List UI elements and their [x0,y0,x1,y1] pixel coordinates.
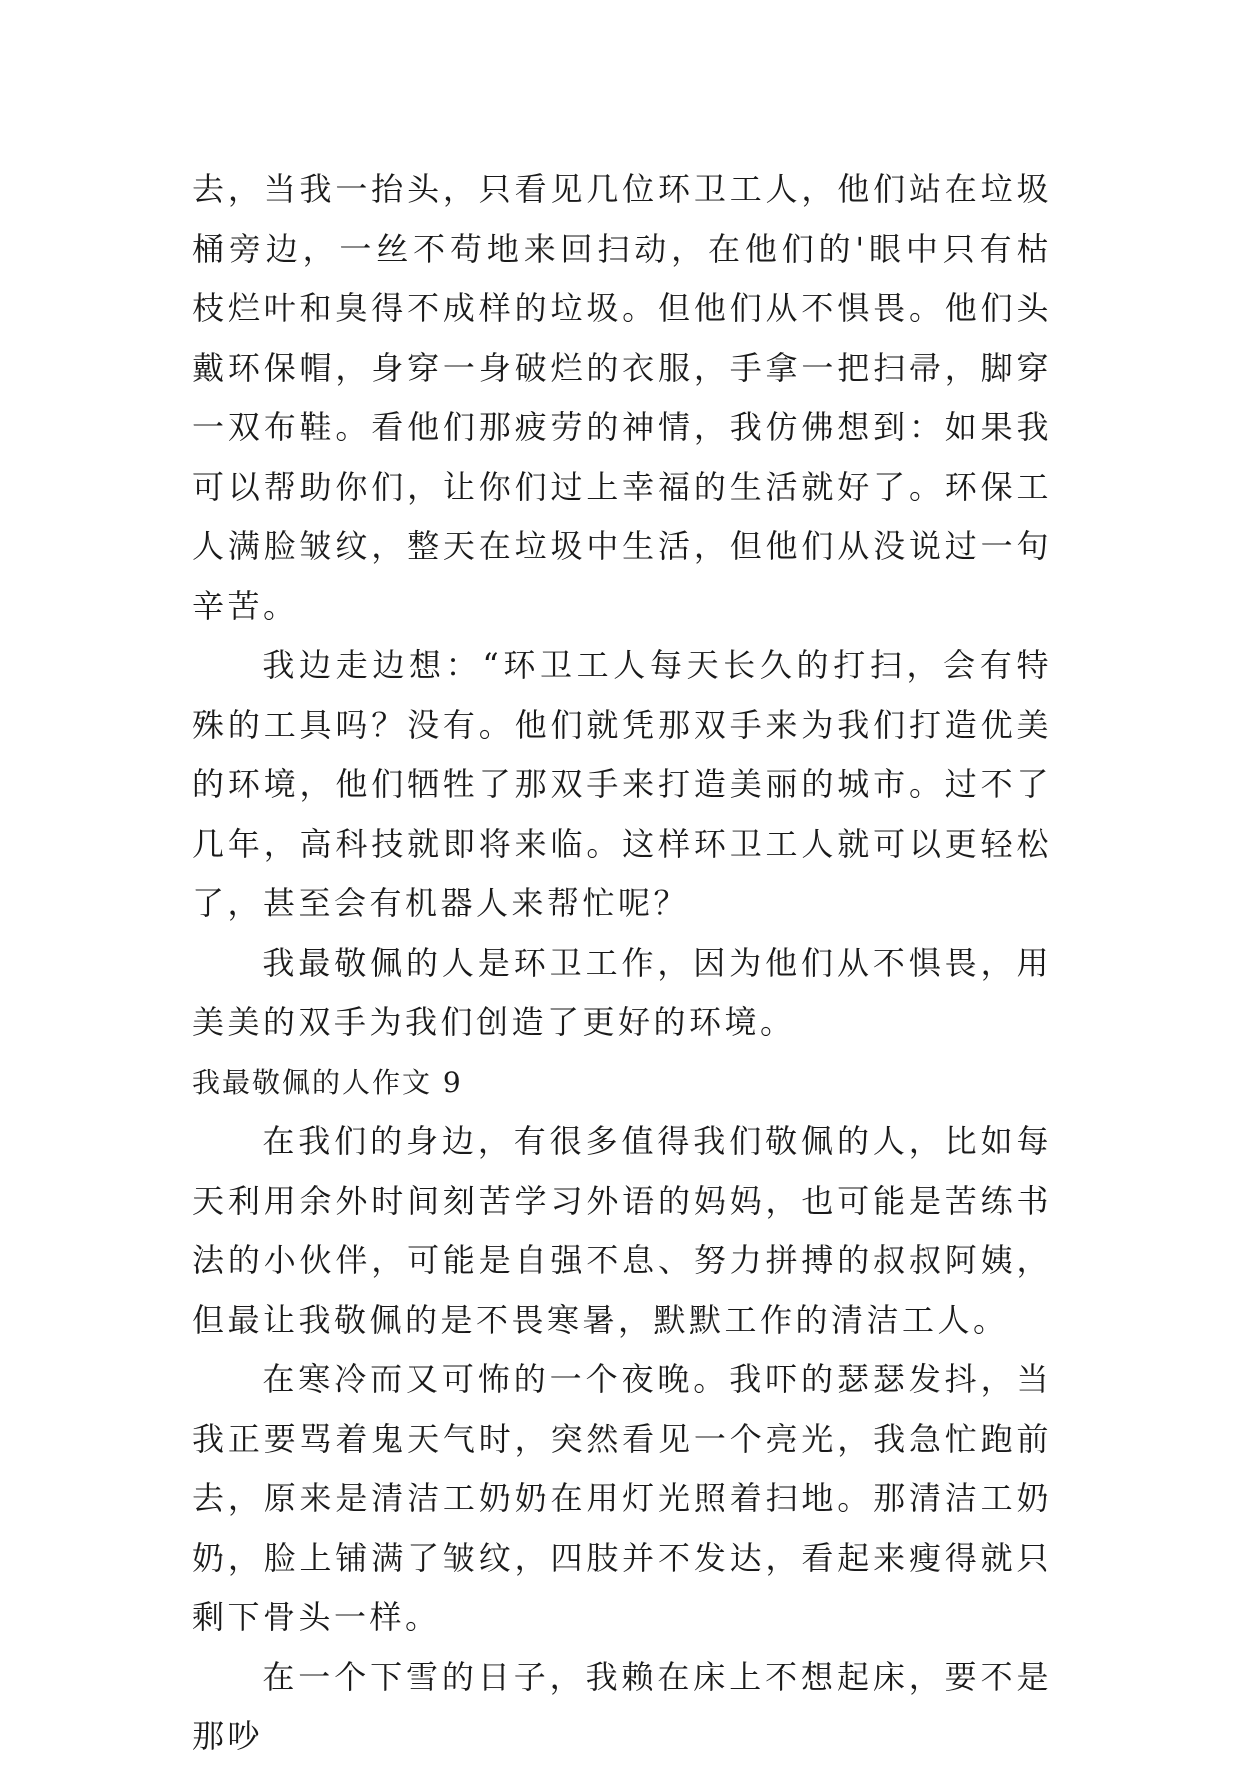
paragraph: 在寒冷而又可怖的一个夜晚。我吓的瑟瑟发抖，当我正要骂着鬼天气时，突然看见一个亮光，我急忙跑前去，原来是清洁工奶奶在用灯光照着扫地。那清洁工奶奶，脸上铺满了皱纹，四肢并不发达，看起来瘦得就只剩下骨头一样。 [192,1360,1052,1636]
paragraph-truncated: 在一个下雪的日子，我赖在床上不想起床，要不是那吵 [192,1657,1052,1755]
paragraph: 我边走边想：“环卫工人每天长久的打扫，会有特殊的工具吗？没有。他们就凭那双手来为我们打造优美的环境，他们牺牲了那双手来打造美丽的城市。过不了几年，高科技就即将来临。这样环卫工人就可以更轻松了，甚至会有机器人来帮忙呢？ [192,646,1052,922]
paragraph: 在我们的身边，有很多值得我们敬佩的人，比如每天利用余外时间刻苦学习外语的妈妈，也可能是苦练书法的小伙伴，可能是自强不息、努力拼搏的叔叔阿姨，但最让我敬佩的是不畏寒暑，默默工作的清洁工人。 [192,1122,1052,1339]
paragraph: 我最敬佩的人是环卫工作，因为他们从不惧畏，用美美的双手为我们创造了更好的环境。 [192,943,1052,1041]
document-body [192,160,1052,1767]
section-title: 我最敬佩的人作文 9 [192,1065,463,1099]
paragraph-continued: 去，当我一抬头，只看见几位环卫工人，他们站在垃圾桶旁边，一丝不苟地来回扫动，在他们的'眼中只有枯枝烂叶和臭得不成样的垃圾。但他们从不惧畏。他们头戴环保帽，身穿一身破烂的衣服，手拿一把扫帚，脚穿一双布鞋。看他们那疲劳的神情，我仿佛想到：如果我可以帮助你们，让你们过上幸福的生活就好了。环保工人满脸皱纹，整天在垃圾中生活，但他们从没说过一句辛苦。 [192,170,1052,625]
